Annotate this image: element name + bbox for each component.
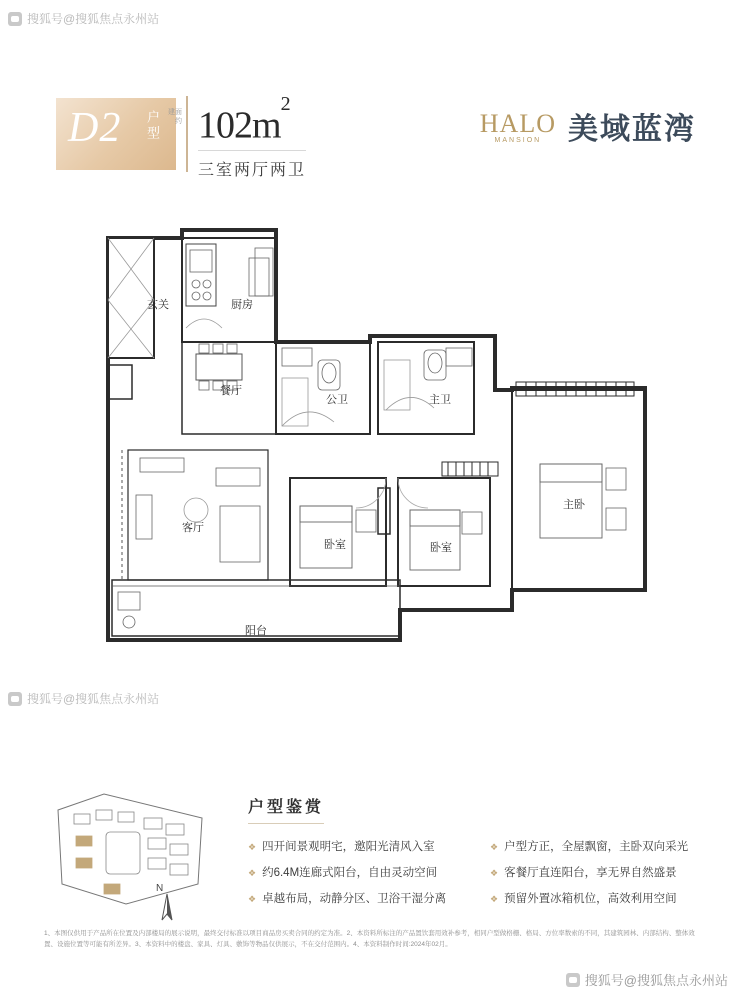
sohu-logo-icon bbox=[566, 973, 580, 987]
room-label-bedroom-2: 卧室 bbox=[324, 539, 346, 551]
review-item-text: 预留外置冰箱机位，高效利用空间 bbox=[504, 893, 677, 905]
review-item-text: 户型方正，全屋飘窗，主卧双向采光 bbox=[504, 841, 689, 853]
unit-type-label: 户型 bbox=[145, 110, 160, 142]
brand-logo bbox=[480, 104, 696, 148]
diamond-bullet-icon: ❖ bbox=[248, 894, 257, 904]
header bbox=[0, 46, 740, 179]
layout-description: 三室两厅两卫 bbox=[198, 150, 306, 180]
room-label-entry: 玄关 bbox=[147, 299, 169, 311]
room-label-bedroom-3: 卧室 bbox=[430, 542, 452, 554]
review-item bbox=[248, 834, 466, 860]
diamond-bullet-icon: ❖ bbox=[490, 842, 499, 852]
compass-icon bbox=[150, 880, 184, 920]
brand-english-main: HALO bbox=[479, 108, 556, 138]
diamond-bullet-icon: ❖ bbox=[490, 894, 499, 904]
watermark-top bbox=[8, 10, 159, 27]
review-column-left bbox=[248, 834, 466, 912]
area-tag-line1: 建面 bbox=[168, 109, 182, 116]
review-item bbox=[248, 860, 466, 886]
brand-english-sub: MANSION bbox=[494, 136, 542, 144]
review-item bbox=[490, 886, 708, 912]
room-label-public-bath: 公卫 bbox=[326, 394, 348, 406]
review-item-text: 四开间景观明宅，邀阳光清风入室 bbox=[262, 841, 435, 853]
review-column-right bbox=[490, 834, 708, 912]
room-label-kitchen: 厨房 bbox=[231, 299, 253, 311]
sohu-logo-icon bbox=[8, 12, 22, 26]
review-item-text: 卓越布局，动静分区、卫浴干湿分离 bbox=[262, 893, 447, 905]
review-item bbox=[490, 834, 708, 860]
diamond-bullet-icon: ❖ bbox=[490, 868, 499, 878]
brand-chinese: 美域蓝湾 bbox=[568, 113, 696, 146]
area-unit-exponent: 2 bbox=[280, 93, 290, 115]
site-plan-thumbnail bbox=[52, 788, 217, 908]
room-label-living: 客厅 bbox=[182, 522, 204, 534]
review-section bbox=[248, 794, 708, 912]
watermark-middle-label: 搜狐号@搜狐焦点永州站 bbox=[27, 692, 160, 706]
watermark-bottom bbox=[566, 970, 728, 989]
diamond-bullet-icon: ❖ bbox=[248, 842, 257, 852]
watermark-top-label: 搜狐号@搜狐焦点永州站 bbox=[27, 12, 160, 26]
diamond-bullet-icon: ❖ bbox=[248, 868, 257, 878]
area-value-row bbox=[198, 93, 306, 148]
room-label-master-bath: 主卫 bbox=[429, 394, 451, 406]
review-item bbox=[490, 860, 708, 886]
area-block bbox=[168, 93, 307, 179]
area-tag bbox=[148, 108, 182, 126]
brand-english bbox=[480, 109, 556, 144]
review-title: 户型鉴赏 bbox=[248, 794, 324, 824]
room-label-dining: 餐厅 bbox=[220, 385, 242, 397]
disclaimer-text: 1、本图仅供用于产品所在位置及内部楼局的展示说明，最终交付标准以项目商品房买卖合同的约定为准。2、本资料所标注的产品置饮套用效补参考，相同户型做格栅、格局、方位率数索的不同，其建筑园林、内部结构、整体效置、设施位置等可能有所差异。3、本资料中的楼盘、家具、灯具、敷饰等物品仅供展示，不在交付范围内。4、本资料制作时间:2024年02月。 bbox=[44, 930, 695, 948]
compass-north-label: N bbox=[156, 883, 164, 894]
review-item bbox=[248, 886, 466, 912]
review-item-text: 客餐厅直连阳台，享无界自然盛景 bbox=[504, 867, 677, 879]
watermark-middle bbox=[8, 690, 159, 707]
review-columns bbox=[248, 834, 708, 912]
area-tag-line2: 约 bbox=[175, 118, 182, 125]
room-label-balcony: 阳台 bbox=[245, 625, 267, 637]
area-value: 102m bbox=[198, 104, 281, 147]
sohu-logo-icon bbox=[8, 692, 22, 706]
room-label-master-bedroom: 主卧 bbox=[563, 499, 585, 511]
floor-plan bbox=[0, 210, 740, 690]
review-item-text: 约6.4M连廊式阳台，自由灵动空间 bbox=[262, 867, 438, 879]
unit-type-code: D2 bbox=[68, 105, 122, 151]
watermark-bottom-label: 搜狐号@搜狐焦点永州站 bbox=[584, 973, 728, 988]
